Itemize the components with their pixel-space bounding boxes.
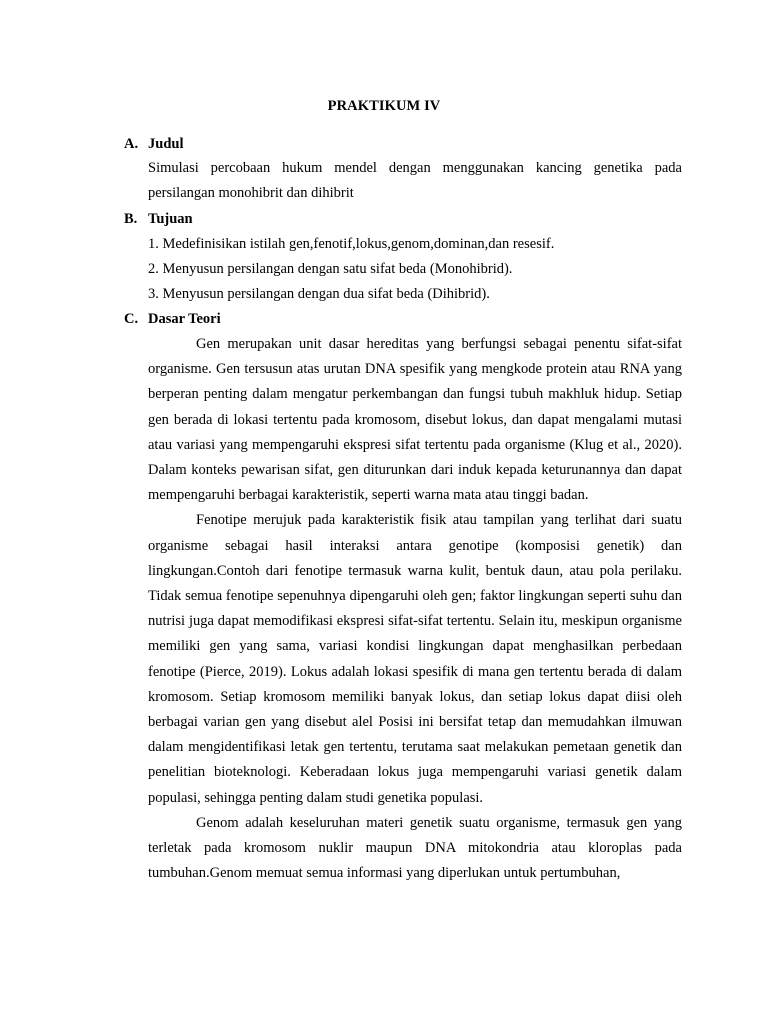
page-title: PRAKTIKUM IV xyxy=(327,98,441,114)
section-heading-text: Tujuan xyxy=(148,211,193,227)
section-heading-judul xyxy=(124,134,183,154)
paragraph-gen: Gen merupakan unit dasar hereditas yang berfungsi sebagai penentu sifat-sifat organisme. Gen tersusun atas urutan DNA spesifik yang mengkode protein atau RNA yang berperan penting dalam mengatur perkembangan dan fungsi tubuh makhluk hidup. Setiap gen berada di lokasi tertentu pada kromosom, disebut lokus, dan dapat mengalami mutasi atau variasi yang mempengaruhi ekspresi sifat tertentu pada organisme (Klug et al., 2020). Dalam konteks pewarisan sifat, gen diturunkan dari induk kepada keturunannya dan dapat mempengaruhi berbagai karakteristik, seperti warna mata atau tinggi badan. xyxy=(148,336,682,504)
section-heading-text: Judul xyxy=(148,136,184,152)
section-letter: B. xyxy=(124,211,138,227)
judul-text: Simulasi percobaan hukum mendel dengan menggunakan kancing genetika pada persilangan monohibrit dan dihibrit xyxy=(148,160,682,202)
section-heading-tujuan xyxy=(124,209,193,229)
tujuan-item-2: 2. Menyusun persilangan dengan satu sifat beda (Monohibrid). xyxy=(148,261,513,277)
paragraph-fenotipe: Fenotipe merujuk pada karakteristik fisik atau tampilan yang terlihat dari suatu organisme sebagai hasil interaksi antara genotipe (komposisi genetik) dan lingkungan.Contoh dari fenotipe termasuk warna kulit, bentuk daun, atau pola perilaku. Tidak semua fenotipe sepenuhnya dipengaruhi oleh gen; faktor lingkungan seperti suhu dan nutrisi juga dapat memodifikasi ekspresi sifat-sifat tertentu. Selain itu, meskipun organisme memiliki gen yang sama, variasi kondisi lingkungan dapat menghasilkan perbedaan fenotipe (Pierce, 2019). Lokus adalah lokasi spesifik di mana gen tertentu berada di dalam kromosom. Setiap kromosom memiliki banyak lokus, dan setiap lokus dapat diisi oleh berbagai varian gen yang disebut alel Posisi ini bersifat tetap dan memudahkan ilmuwan dalam mengidentifikasi letak gen tertentu, terutama saat melakukan pemetaan genetik dan penelitian bioteknologi. Keberadaan lokus juga mempengaruhi variasi genetik dalam populasi, sehingga penting dalam studi genetika populasi. xyxy=(148,512,682,806)
tujuan-item-3: 3. Menyusun persilangan dengan dua sifat beda (Dihibrid). xyxy=(148,286,490,302)
tujuan-item-1: 1. Medefinisikan istilah gen,fenotif,lokus,genom,dominan,dan resesif. xyxy=(148,236,555,252)
section-body-judul xyxy=(148,156,682,206)
section-heading-text: Dasar Teori xyxy=(148,311,221,327)
section-letter: A. xyxy=(124,136,139,152)
paragraph-genom: Genom adalah keseluruhan materi genetik suatu organisme, termasuk gen yang terletak pada kromosom nuklir maupun DNA mitokondria atau kloroplas pada tumbuhan.Genom memuat semua informasi yang diperlukan untuk pertumbuhan, xyxy=(148,814,682,882)
section-letter: C. xyxy=(124,311,139,327)
section-body-dasar-teori xyxy=(148,332,682,886)
section-heading-dasar-teori xyxy=(124,309,221,329)
